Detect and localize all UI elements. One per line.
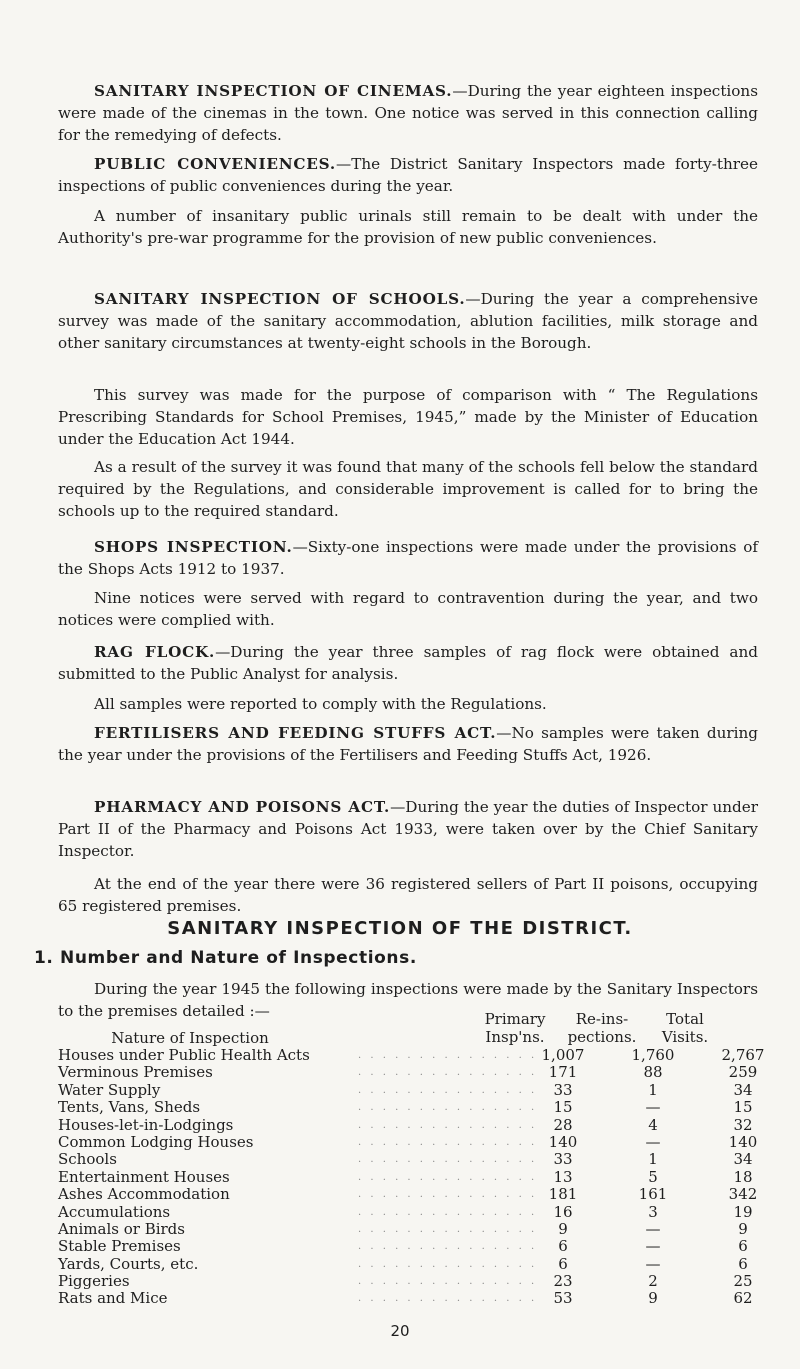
header-primary xyxy=(475,1010,555,1046)
shops-section xyxy=(58,536,758,580)
header-total-line1: Total xyxy=(666,1010,704,1028)
pharmacy-para2 xyxy=(58,873,758,917)
leader-dots: . . . . . . . . . . . . . . . xyxy=(358,1102,538,1114)
row-label: Schools xyxy=(58,1150,117,1169)
reinspection-value: 161 xyxy=(638,1185,668,1204)
schools-paragraph-3: As a result of the survey it was found that many of the schools fell below the standard required by the Regulations, and considerable improvement is called for to bring the schools up to the required standard. xyxy=(58,458,758,520)
district-heading: SANITARY INSPECTION OF THE DISTRICT. xyxy=(167,918,633,939)
reinspection-value: 9 xyxy=(648,1289,658,1308)
total-value: 18 xyxy=(733,1167,753,1186)
table-row xyxy=(58,1082,768,1099)
leader-dots: . . . . . . . . . . . . . . . xyxy=(358,1189,538,1201)
row-label: Rats and Mice xyxy=(58,1289,168,1308)
schools-para2 xyxy=(58,384,758,450)
row-label: Entertainment Houses xyxy=(58,1167,230,1186)
table-row xyxy=(58,1204,768,1221)
leader-dots: . . . . . . . . . . . . . . . xyxy=(358,1050,538,1061)
leader-dots: . . . . . . . . . . . . . . . xyxy=(358,1276,538,1288)
table-row xyxy=(58,1238,768,1255)
total-value: 34 xyxy=(733,1080,753,1099)
inspection-table xyxy=(58,1047,768,1308)
total-value: 32 xyxy=(733,1115,753,1134)
row-label: Accumulations xyxy=(58,1202,171,1221)
table-row xyxy=(58,1169,768,1186)
total-value: 6 xyxy=(738,1237,748,1256)
conveniences-heading: PUBLIC CONVENIENCES. xyxy=(94,155,336,173)
header-primary-line1: Primary xyxy=(484,1010,546,1028)
fertilisers-section xyxy=(58,722,758,766)
leader-dots: . . . . . . . . . . . . . . . xyxy=(358,1293,538,1305)
total-value: 140 xyxy=(728,1132,758,1151)
row-label: Houses-let-in-Lodgings xyxy=(58,1115,234,1134)
row-label: Ashes Accommodation xyxy=(58,1185,230,1204)
rag-flock-section xyxy=(58,641,758,685)
pharmacy-paragraph-2: At the end of the year there were 36 registered sellers of Part II poisons, occupying 65 registered premises. xyxy=(58,875,758,915)
pharmacy-text: —During the year the duties of Inspector under Part II of the Pharmacy and Poisons Act 1933, were taken over by the Chief Sanitary Inspector. xyxy=(58,798,759,860)
conveniences-section xyxy=(58,153,758,197)
conveniences-paragraph: A number of insanitary public urinals still remain to be dealt with under the Authority's pre-war programme for the provision of new public conveniences. xyxy=(58,207,758,247)
schools-section xyxy=(58,288,758,354)
reinspection-value: 1,760 xyxy=(631,1046,675,1064)
cinemas-section xyxy=(58,80,758,146)
fertilisers-text: —No samples were taken during the year under the provisions of the Fertilisers and Feeding Stuffs Act, 1926. xyxy=(58,724,758,764)
schools-paragraph-2: This survey was made for the purpose of comparison with “ The Regulations Prescribing Standards for School Premises, 1945,” made by the Minister of Education under the Education Act 1944. xyxy=(58,386,758,448)
header-total-line2: Visits. xyxy=(661,1028,709,1046)
primary-value: 6 xyxy=(558,1254,568,1273)
reinspection-value: 4 xyxy=(648,1115,658,1134)
reinspection-value: — xyxy=(645,1219,661,1238)
row-label: Verminous Premises xyxy=(58,1063,213,1082)
total-value: 259 xyxy=(728,1063,758,1082)
rag-flock-text: —During the year three samples of rag flock were obtained and submitted to the Public Analyst for analysis. xyxy=(58,643,758,683)
total-value: 62 xyxy=(733,1289,753,1308)
primary-value: 140 xyxy=(548,1132,578,1151)
table-row xyxy=(58,1290,768,1307)
table-row xyxy=(58,1256,768,1273)
reinspection-value: — xyxy=(645,1098,661,1117)
primary-value: 23 xyxy=(553,1272,573,1291)
primary-value: 171 xyxy=(548,1063,578,1082)
total-value: 25 xyxy=(733,1272,753,1291)
table-row xyxy=(58,1134,768,1151)
leader-dots: . . . . . . . . . . . . . . . xyxy=(358,1223,538,1235)
table-row xyxy=(58,1186,768,1203)
primary-value: 16 xyxy=(553,1202,573,1221)
schools-text: —During the year a comprehensive survey was made of the sanitary accommodation, ablution facilities, milk storage and other sanitary circumstances at twenty-eight schools in the Borough. xyxy=(58,290,758,352)
reinspection-value: 1 xyxy=(648,1080,658,1099)
cinemas-heading: SANITARY INSPECTION OF CINEMAS. xyxy=(94,82,453,100)
shops-heading: SHOPS INSPECTION. xyxy=(94,538,293,556)
district-intro-text: During the year 1945 the following inspections were made by the Sanitary Inspectors to the premises detailed :— xyxy=(58,980,758,1020)
table-row xyxy=(58,1064,768,1081)
primary-value: 181 xyxy=(548,1185,578,1204)
rag-flock-para2 xyxy=(58,693,758,715)
total-value: 342 xyxy=(728,1185,758,1204)
row-label: Piggeries xyxy=(58,1272,130,1291)
row-label: Tents, Vans, Sheds xyxy=(58,1098,201,1117)
reinspection-value: 3 xyxy=(648,1202,658,1221)
row-label: Water Supply xyxy=(58,1080,161,1099)
primary-value: 28 xyxy=(553,1115,573,1134)
rag-flock-heading: RAG FLOCK. xyxy=(94,643,216,661)
reinspection-value: 88 xyxy=(643,1063,663,1082)
conveniences-text: —The District Sanitary Inspectors made forty-three inspections of public conveniences during the year. xyxy=(58,155,758,195)
leader-dots: . . . . . . . . . . . . . . . xyxy=(358,1119,538,1131)
table-row xyxy=(58,1273,768,1290)
header-reins-line1: Re-ins- xyxy=(575,1010,629,1028)
district-subheading: 1. Number and Nature of Inspections. xyxy=(34,948,417,968)
reinspection-value: 2 xyxy=(648,1272,658,1291)
fertilisers-heading: FERTILISERS AND FEEDING STUFFS ACT. xyxy=(94,724,497,742)
conveniences-para2 xyxy=(58,205,758,249)
reinspection-value: 1 xyxy=(648,1150,658,1169)
pharmacy-heading: PHARMACY AND POISONS ACT. xyxy=(94,798,391,816)
primary-value: 15 xyxy=(553,1098,573,1117)
row-label: Common Lodging Houses xyxy=(58,1132,254,1151)
total-value: 19 xyxy=(733,1202,753,1221)
pharmacy-section xyxy=(58,796,758,862)
reinspection-value: — xyxy=(645,1237,661,1256)
rag-flock-paragraph-2: All samples were reported to comply with the Regulations. xyxy=(94,695,547,713)
primary-value: 53 xyxy=(553,1289,573,1308)
leader-dots: . . . . . . . . . . . . . . . xyxy=(358,1067,538,1079)
table-row xyxy=(58,1099,768,1116)
cinemas-text: —During the year eighteen inspections were made of the cinemas in the town. One notice was served in this connection calling for the remedying of defects. xyxy=(58,82,758,144)
reinspection-value: — xyxy=(645,1132,661,1151)
header-reins-line2: pections. xyxy=(567,1028,637,1046)
table-row xyxy=(58,1151,768,1168)
primary-value: 1,007 xyxy=(541,1046,585,1064)
shops-paragraph-2: Nine notices were served with regard to contravention during the year, and two notices were complied with. xyxy=(58,589,758,629)
schools-para3 xyxy=(58,456,758,522)
shops-text: —Sixty-one inspections were made under the provisions of the Shops Acts 1912 to 1937. xyxy=(58,538,758,578)
primary-value: 6 xyxy=(558,1237,568,1256)
header-primary-line2: Insp'ns. xyxy=(485,1028,545,1046)
row-label: Houses under Public Health Acts xyxy=(58,1046,310,1064)
table-row xyxy=(58,1047,768,1064)
total-value: 6 xyxy=(738,1254,748,1273)
primary-value: 13 xyxy=(553,1167,573,1186)
page-number: 20 xyxy=(390,1322,410,1340)
leader-dots: . . . . . . . . . . . . . . . xyxy=(358,1206,538,1218)
leader-dots: . . . . . . . . . . . . . . . xyxy=(358,1171,538,1183)
table-row xyxy=(58,1221,768,1238)
row-label: Yards, Courts, etc. xyxy=(58,1254,199,1273)
reinspection-value: — xyxy=(645,1254,661,1273)
total-value: 15 xyxy=(733,1098,753,1117)
header-total xyxy=(645,1010,725,1046)
leader-dots: . . . . . . . . . . . . . . . xyxy=(358,1136,538,1148)
schools-heading: SANITARY INSPECTION OF SCHOOLS. xyxy=(94,290,466,308)
shops-para2 xyxy=(58,587,758,631)
primary-value: 33 xyxy=(553,1150,573,1169)
leader-dots: . . . . . . . . . . . . . . . xyxy=(358,1084,538,1096)
row-label: Animals or Birds xyxy=(58,1219,185,1238)
leader-dots: . . . . . . . . . . . . . . . xyxy=(358,1258,538,1270)
total-value: 2,767 xyxy=(721,1046,765,1064)
header-reinspections xyxy=(562,1010,642,1046)
primary-value: 9 xyxy=(558,1219,568,1238)
row-label: Stable Premises xyxy=(58,1237,181,1256)
total-value: 34 xyxy=(733,1150,753,1169)
leader-dots: . . . . . . . . . . . . . . . xyxy=(358,1154,538,1166)
total-value: 9 xyxy=(738,1219,748,1238)
header-nature: Nature of Inspection xyxy=(111,1029,269,1047)
table-row xyxy=(58,1117,768,1134)
leader-dots: . . . . . . . . . . . . . . . xyxy=(358,1241,538,1253)
primary-value: 33 xyxy=(553,1080,573,1099)
reinspection-value: 5 xyxy=(648,1167,658,1186)
